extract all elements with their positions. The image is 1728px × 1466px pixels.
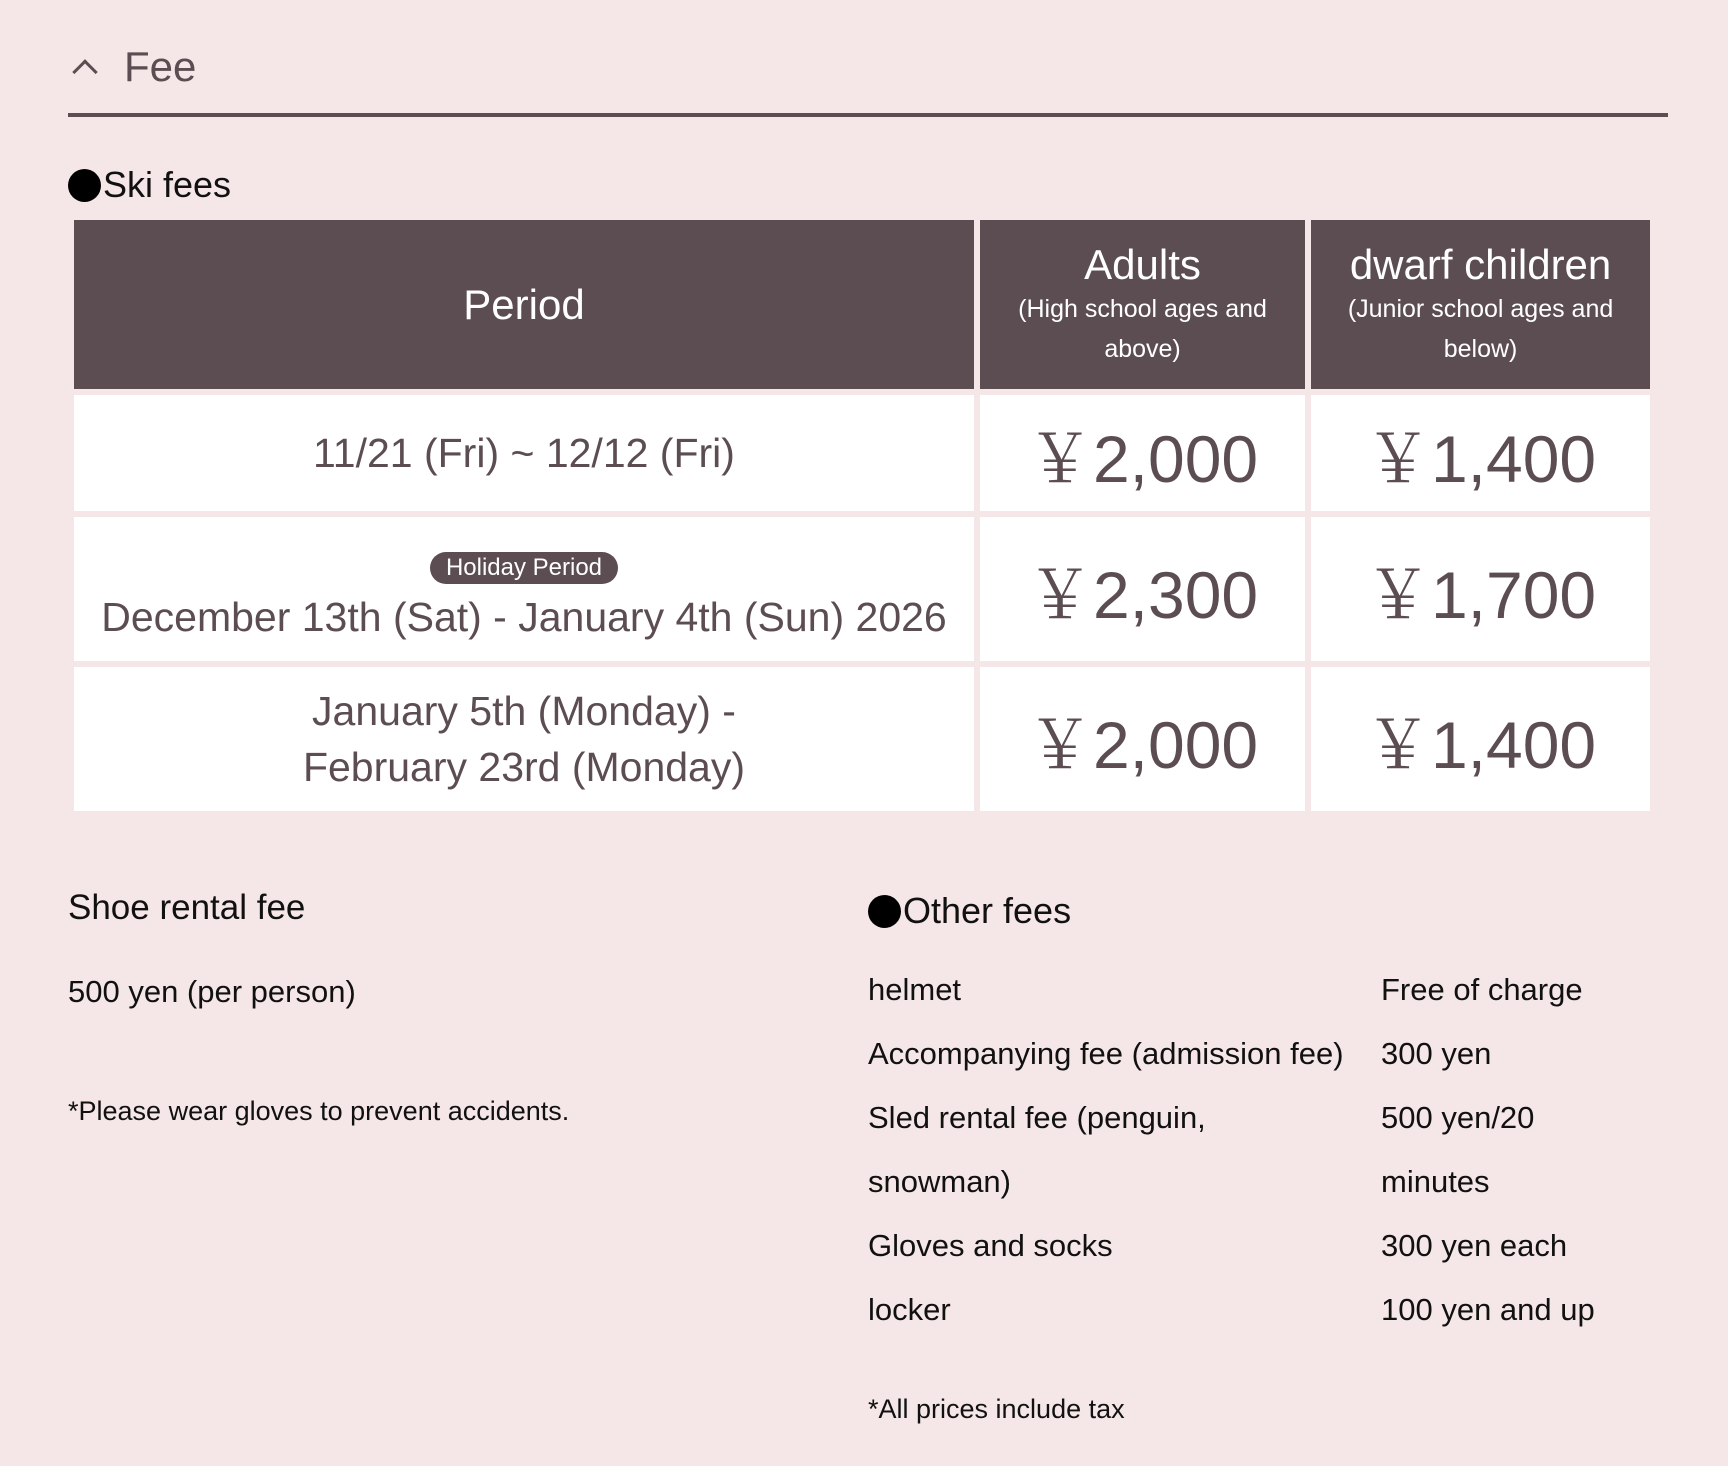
adult-price: ￥2,300 [980, 517, 1305, 661]
ski-fees-table [68, 214, 1656, 817]
table-row [74, 667, 1650, 811]
holiday-period-badge: Holiday Period [430, 552, 618, 584]
adult-price: ￥2,000 [980, 667, 1305, 811]
period-cell: January 5th (Monday) - February 23rd (Monday) [74, 667, 974, 811]
tax-note: *All prices include tax [868, 1394, 1125, 1424]
period-text: December 13th (Sat) - January 4th (Sun) 2026 [101, 594, 947, 640]
child-price: ￥1,400 [1311, 395, 1650, 511]
table-row [74, 395, 1650, 511]
ski-fees-heading-text: Ski fees [103, 164, 232, 205]
header-period: Period [74, 220, 974, 389]
fee-item: Sled rental fee (penguin, 500 yen/20 [868, 1100, 1535, 1135]
fee-item: locker 100 yen and up [868, 1292, 1595, 1327]
fee-item: helmet Free of charge [868, 972, 1583, 1007]
header-adults: Adults (High school ages and above) [980, 220, 1305, 389]
child-price: ￥1,400 [1311, 667, 1650, 811]
fee-item: snowman) minutes [868, 1164, 1490, 1199]
table-row [74, 517, 1650, 661]
header-children: dwarf children (Junior school ages and below) [1311, 220, 1650, 389]
other-fees-heading [868, 890, 1071, 932]
child-price: ￥1,700 [1311, 517, 1650, 661]
shoe-rental-heading: Shoe rental fee [68, 888, 306, 927]
table-header-row [74, 220, 1650, 389]
accordion-title: Fee [124, 42, 197, 90]
chevron-up-icon [72, 59, 97, 84]
period-cell: 11/21 (Fri) ~ 12/12 (Fri) [74, 395, 974, 511]
ski-fees-heading [68, 164, 231, 206]
period-cell [74, 517, 974, 661]
fee-item: Gloves and socks 300 yen each [868, 1228, 1568, 1263]
shoe-rental-value: 500 yen (per person) [68, 974, 356, 1009]
fee-item: Accompanying fee (admission fee) 300 yen [868, 1036, 1492, 1071]
gloves-note: *Please wear gloves to prevent accidents. [68, 1096, 570, 1126]
other-fees-heading-text: Other fees [903, 890, 1072, 931]
bullet-icon [68, 169, 101, 202]
adult-price: ￥2,000 [980, 395, 1305, 511]
fee-accordion-toggle[interactable] [68, 20, 1668, 117]
bullet-icon [868, 895, 901, 928]
